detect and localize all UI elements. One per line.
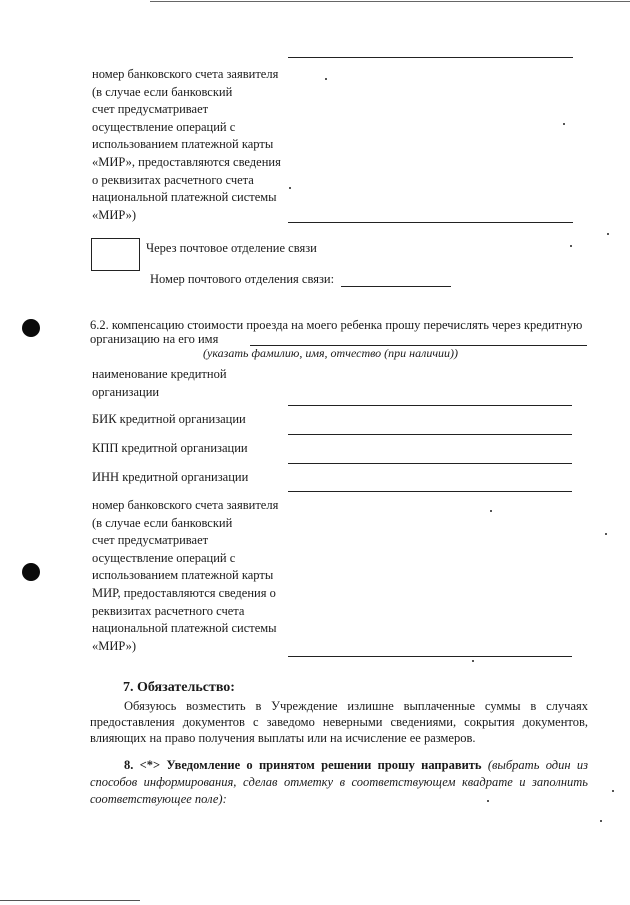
- account-number-field-line-6-2[interactable]: [288, 656, 572, 657]
- page-top-edge: [150, 1, 630, 2]
- scan-speck: [289, 187, 291, 189]
- scan-speck: [490, 510, 492, 512]
- scan-speck: [612, 790, 614, 792]
- inn-field-line[interactable]: [288, 491, 572, 492]
- org-name-label: наименование кредитной организации: [92, 367, 227, 399]
- org-name-field-line[interactable]: [288, 405, 572, 406]
- child-name-hint: (указать фамилию, имя, отчество (при наличии)): [203, 346, 459, 360]
- postal-option-label: Через почтовое отделение связи: [146, 241, 317, 255]
- postal-number-field-line[interactable]: [341, 286, 451, 287]
- account-number-field-line-top[interactable]: [288, 222, 573, 223]
- postal-option-checkbox[interactable]: [91, 238, 140, 271]
- scan-speck: [325, 78, 327, 80]
- scan-speck: [600, 820, 602, 822]
- inn-label: ИНН кредитной организации: [92, 470, 249, 484]
- postal-number-label: Номер почтового отделения связи:: [150, 272, 335, 286]
- bank-details-field-line-top[interactable]: [288, 57, 573, 58]
- account-number-label-6-2: номер банковского счета заявителя (в случае если банковский счет предусматривает осуществление операций с использованием платежной карты МИР, предоставляются сведения о реквизитах расчетного счета национальной платежной системы «МИР»): [92, 498, 279, 653]
- section-7-text: Обязуюсь возместить в Учреждение излишне выплаченные суммы в случаях предоставления документов с заведомо неверными сведениями, сокрытия документов, влияющих на право получения выплаты или на исчисление ее размеров.: [90, 699, 588, 745]
- section-8-paragraph: [90, 757, 588, 808]
- bik-field-line[interactable]: [288, 434, 572, 435]
- punch-hole-bottom: [22, 563, 40, 581]
- section-6-2-line2: организацию на его имя: [90, 332, 219, 346]
- scan-speck: [570, 245, 572, 247]
- scan-speck: [605, 533, 607, 535]
- scan-speck: [472, 660, 474, 662]
- scan-speck: [563, 123, 565, 125]
- account-number-label-top: номер банковского счета заявителя (в случае если банковский счет предусматривает осуществление операций с использованием платежной карты «МИР», предоставляются сведения о реквизитах расчетного счета национальной платежной системы «МИР»): [92, 67, 281, 222]
- scan-speck: [607, 233, 609, 235]
- kpp-field-line[interactable]: [288, 463, 572, 464]
- bik-label: БИК кредитной организации: [92, 412, 246, 426]
- section-8-hint: (выбрать один из способов информирования, сделав отметку в соответствующем квадрате и заполнить соответствующее поле):: [90, 758, 588, 806]
- section-6-2-line1: 6.2. компенсацию стоимости проезда на моего ребенка прошу перечислять через кредитную: [90, 318, 583, 332]
- page-bottom-edge: [0, 900, 140, 901]
- punch-hole-top: [22, 319, 40, 337]
- kpp-label: КПП кредитной организации: [92, 441, 248, 455]
- section-8-title: 8. <*> Уведомление о принятом решении прошу направить: [124, 758, 482, 772]
- section-7-title: 7. Обязательство:: [123, 680, 235, 695]
